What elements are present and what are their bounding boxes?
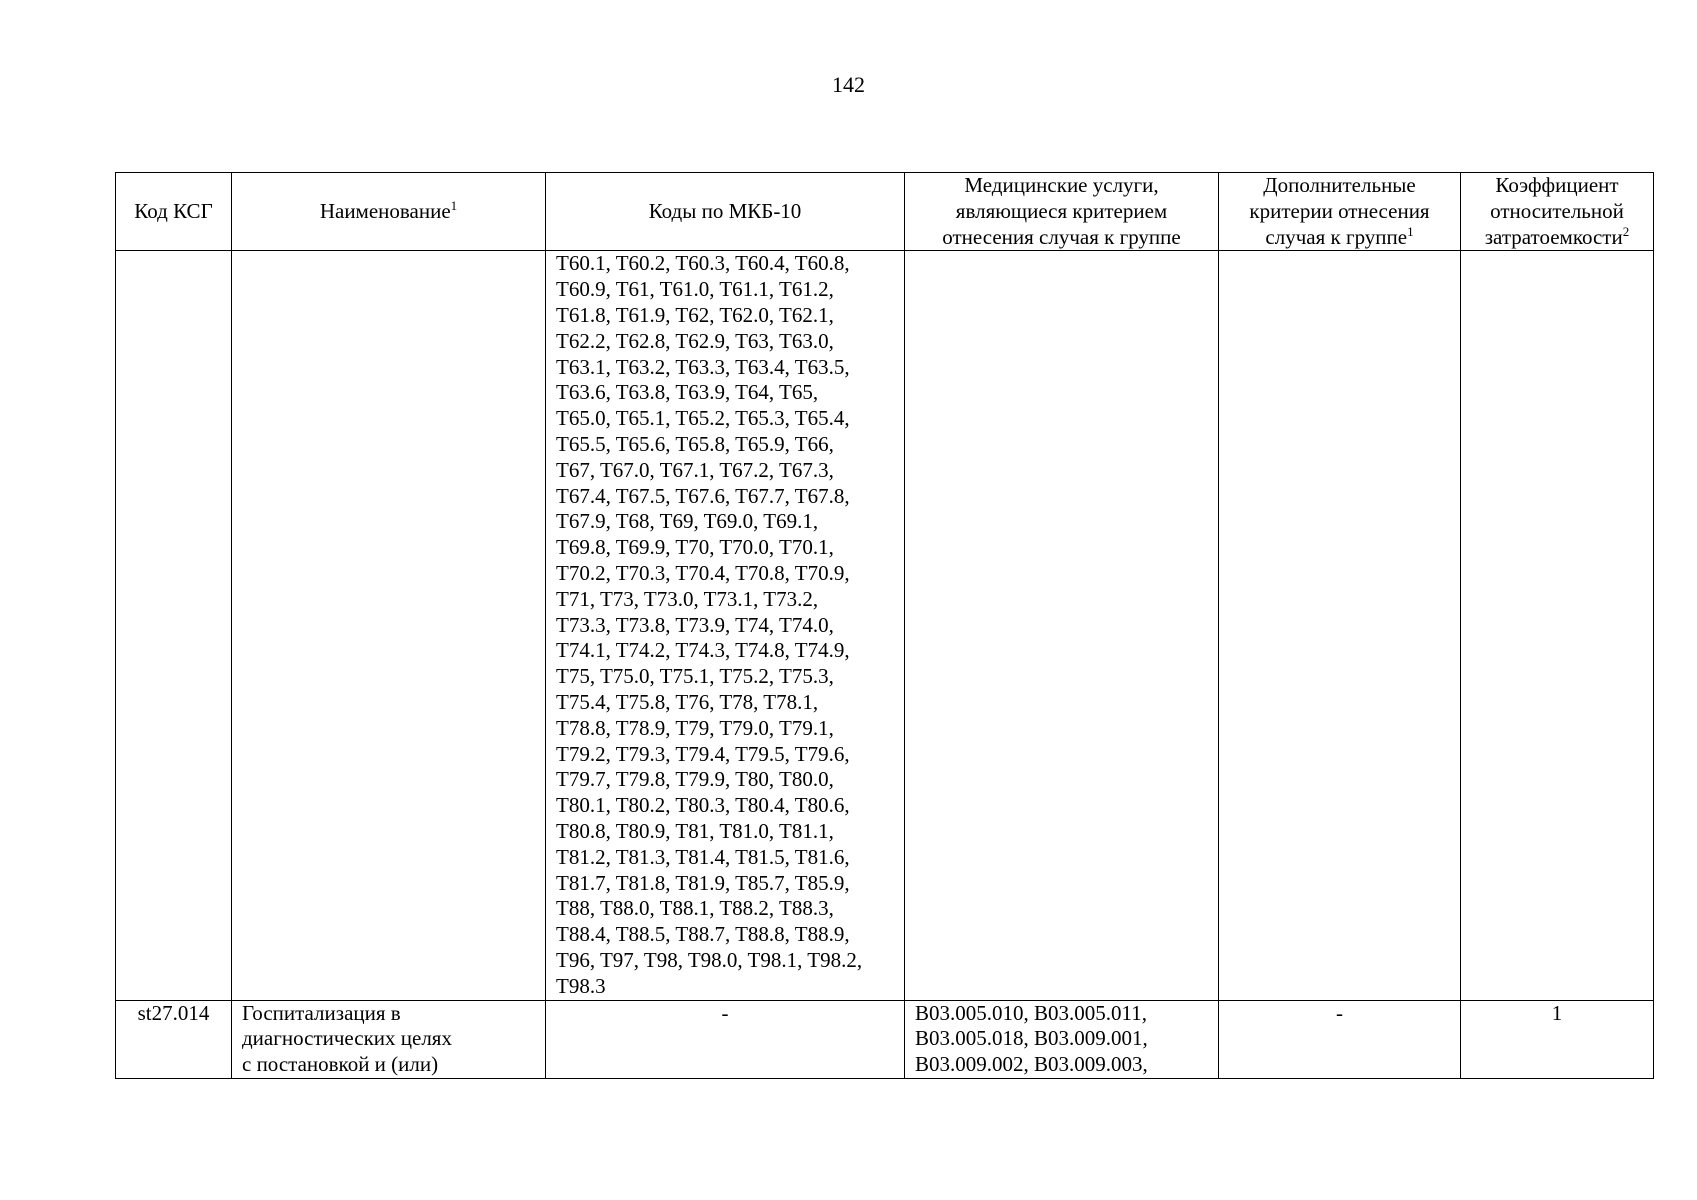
icd-code-line: T73.3, T73.8, T73.9, T74, T74.0, — [556, 612, 834, 637]
icd-code-line: T63.1, T63.2, T63.3, T63.4, T63.5, — [556, 354, 850, 379]
header-coefficient: Коэффициент относительной затратоемкости$^2$ — [1461, 173, 1654, 251]
table-row-st27-014 — [116, 1000, 1654, 1078]
table-row-continuation — [116, 251, 1654, 1000]
icd-code-line: T79.2, T79.3, T79.4, T79.5, T79.6, — [556, 741, 850, 766]
icd-code-line: T81.7, T81.8, T81.9, T85.7, T85.9, — [556, 870, 850, 895]
cell-services-empty — [905, 251, 1219, 1000]
icd-code-line: T80.8, T80.9, T81, T81.0, T81.1, — [556, 818, 834, 843]
icd-code-line: T67.4, T67.5, T67.6, T67.7, T67.8, — [556, 483, 850, 508]
page-number: 142 — [832, 72, 865, 97]
icd-code-line: T60.9, T61, T61.0, T61.1, T61.2, — [556, 277, 834, 302]
icd-code-line: T78.8, T78.9, T79, T79.0, T79.1, — [556, 715, 834, 740]
icd-code-line: T96, T97, T98, T98.0, T98.1, T98.2, — [556, 947, 863, 972]
icd-code-line: T74.1, T74.2, T74.3, T74.8, T74.9, — [556, 638, 850, 663]
icd-code-line: T88, T88.0, T88.1, T88.2, T88.3, — [556, 896, 834, 921]
icd-code-line: T79.7, T79.8, T79.9, T80, T80.0, — [556, 767, 834, 792]
icd-code-line: T75, T75.0, T75.1, T75.2, T75.3, — [556, 664, 834, 689]
footnote-marker: 1 — [450, 197, 458, 213]
cell-services: B03.005.010, B03.005.011, B03.005.018, B03.009.001, B03.009.002, B03.009.003, — [905, 1000, 1219, 1078]
icd-code-line: T70.2, T70.3, T70.4, T70.8, T70.9, — [556, 560, 850, 585]
icd-code-line: T88.4, T88.5, T88.7, T88.8, T88.9, — [556, 922, 850, 947]
icd-code-line: T60.1, T60.2, T60.3, T60.4, T60.8, — [556, 251, 850, 276]
icd-code-line: T80.1, T80.2, T80.3, T80.4, T80.6, — [556, 793, 850, 818]
table-header-row — [116, 173, 1654, 251]
icd-code-line: T62.2, T62.8, T62.9, T63, T63.0, — [556, 328, 834, 353]
header-icd-codes: Коды по МКБ-10 — [546, 173, 905, 251]
icd-code-line: T71, T73, T73.0, T73.1, T73.2, — [556, 586, 819, 611]
icd-code-line: T67, T67.0, T67.1, T67.2, T67.3, — [556, 457, 834, 482]
cell-name-empty — [232, 251, 546, 1000]
header-code: Код КСГ — [116, 173, 232, 251]
cell-coefficient: 1 — [1461, 1000, 1654, 1078]
icd-code-line: T81.2, T81.3, T81.4, T81.5, T81.6, — [556, 844, 850, 869]
cell-ksg-name: Госпитализация в диагностических целях с постановкой и (или) — [232, 1000, 546, 1078]
header-additional-criteria: Дополнительные критерии отнесения случая к группе$^1$ — [1219, 173, 1461, 251]
cell-coefficient-empty — [1461, 251, 1654, 1000]
icd-code-line: T98.3 — [556, 973, 606, 998]
ksg-table — [115, 172, 1654, 1079]
footnote-marker: 1 — [1407, 223, 1414, 239]
icd-code-line: T65.0, T65.1, T65.2, T65.3, T65.4, — [556, 406, 850, 431]
header-name: Наименование$^1$ — [232, 173, 546, 251]
icd-code-line: T65.5, T65.6, T65.8, T65.9, T66, — [556, 431, 834, 456]
header-medical-services: Медицинские услуги, являющиеся критерием отнесения случая к группе — [905, 173, 1219, 251]
footnote-marker: 2 — [1622, 223, 1630, 239]
icd-code-line: T67.9, T68, T69, T69.0, T69.1, — [556, 509, 819, 534]
icd-code-line: T75.4, T75.8, T76, T78, T78.1, — [556, 689, 819, 714]
icd-code-line: T63.6, T63.8, T63.9, T64, T65, — [556, 380, 819, 405]
cell-icd-dash: - — [546, 1000, 905, 1078]
cell-icd-codes — [546, 251, 905, 1000]
cell-additional-dash: - — [1219, 1000, 1461, 1078]
cell-additional-empty — [1219, 251, 1461, 1000]
cell-ksg-code: st27.014 — [116, 1000, 232, 1078]
cell-code-empty — [116, 251, 232, 1000]
icd-code-line: T61.8, T61.9, T62, T62.0, T62.1, — [556, 302, 834, 327]
icd-code-line: T69.8, T69.9, T70, T70.0, T70.1, — [556, 535, 834, 560]
